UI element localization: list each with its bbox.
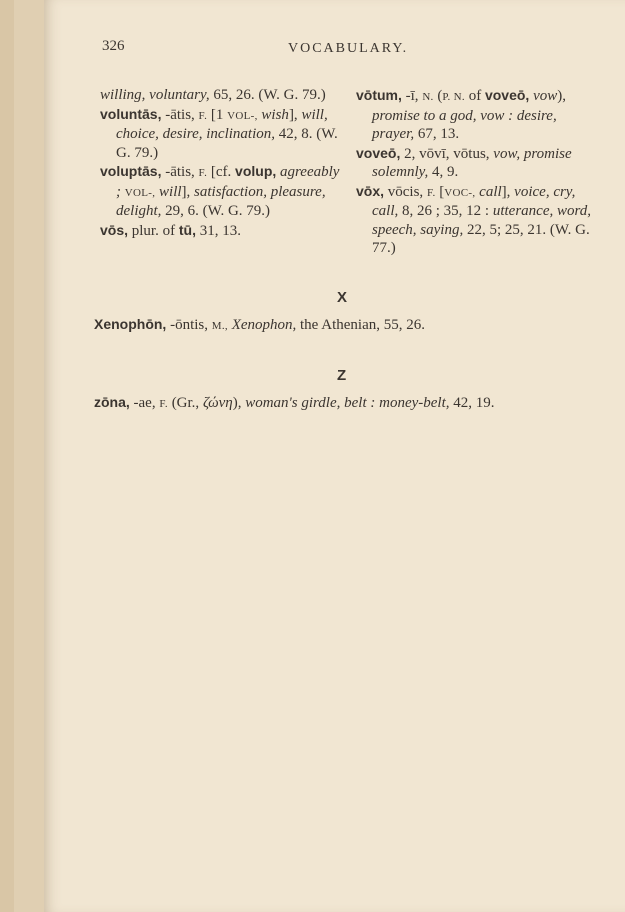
- entry-xenophon: Xenophōn, -ōntis, M., Xenophon, the Athenian, 55, 26.: [94, 316, 425, 333]
- entry-vos: vōs, plur. of tū, 31, 13.: [100, 221, 241, 239]
- headword: voveō,: [356, 144, 401, 161]
- headword: zōna,: [94, 394, 130, 410]
- section-heading-z: Z: [337, 367, 347, 384]
- entry-voluntas: voluntās, -ātis, F. [1 VOL-, wish], will, choice, desire, inclination, 42, 8. (W. G. 79.): [100, 105, 338, 161]
- headword: vōx,: [356, 182, 385, 199]
- entry-voluptas: voluptās, -ātis, F. [cf. volup, agreeably ; VOL-, will], satisfaction, pleasure, delight, 29, 6. (W. G. 79.): [100, 163, 340, 219]
- left-column: [100, 86, 344, 240]
- headword: vōs,: [100, 221, 129, 238]
- headword: voluntās,: [100, 105, 162, 122]
- entry-zona: zōna, -ae, F. (Gr., ζώνη), woman's girdle, belt : money-belt, 42, 19.: [94, 394, 495, 411]
- headword: vōtum,: [356, 87, 402, 103]
- headword: Xenophōn,: [94, 316, 167, 332]
- entry-vox: vōx, vōcis, F. [VOC-, call], voice, cry, call, 8, 26 ; 35, 12 : utterance, word, speech, saying, 22, 5; 25, 21. (W. G. 77.): [356, 182, 592, 256]
- entry-votum: vōtum, -ī, N. (P. N. of voveō, vow), promise to a god, vow : desire, prayer, 67, 13.: [356, 87, 566, 142]
- right-column: [356, 86, 602, 258]
- entry-voluntarius-continued: willing, voluntary, 65, 26. (W. G. 79.): [100, 87, 326, 103]
- page-number: 326: [102, 38, 125, 54]
- headword: voluptās,: [100, 163, 162, 179]
- running-head: VOCABULARY.: [288, 41, 409, 56]
- section-heading-x: X: [337, 289, 348, 306]
- entry-voveo: voveō, 2, vōvī, vōtus, vow, promise solemnly, 4, 9.: [356, 144, 572, 180]
